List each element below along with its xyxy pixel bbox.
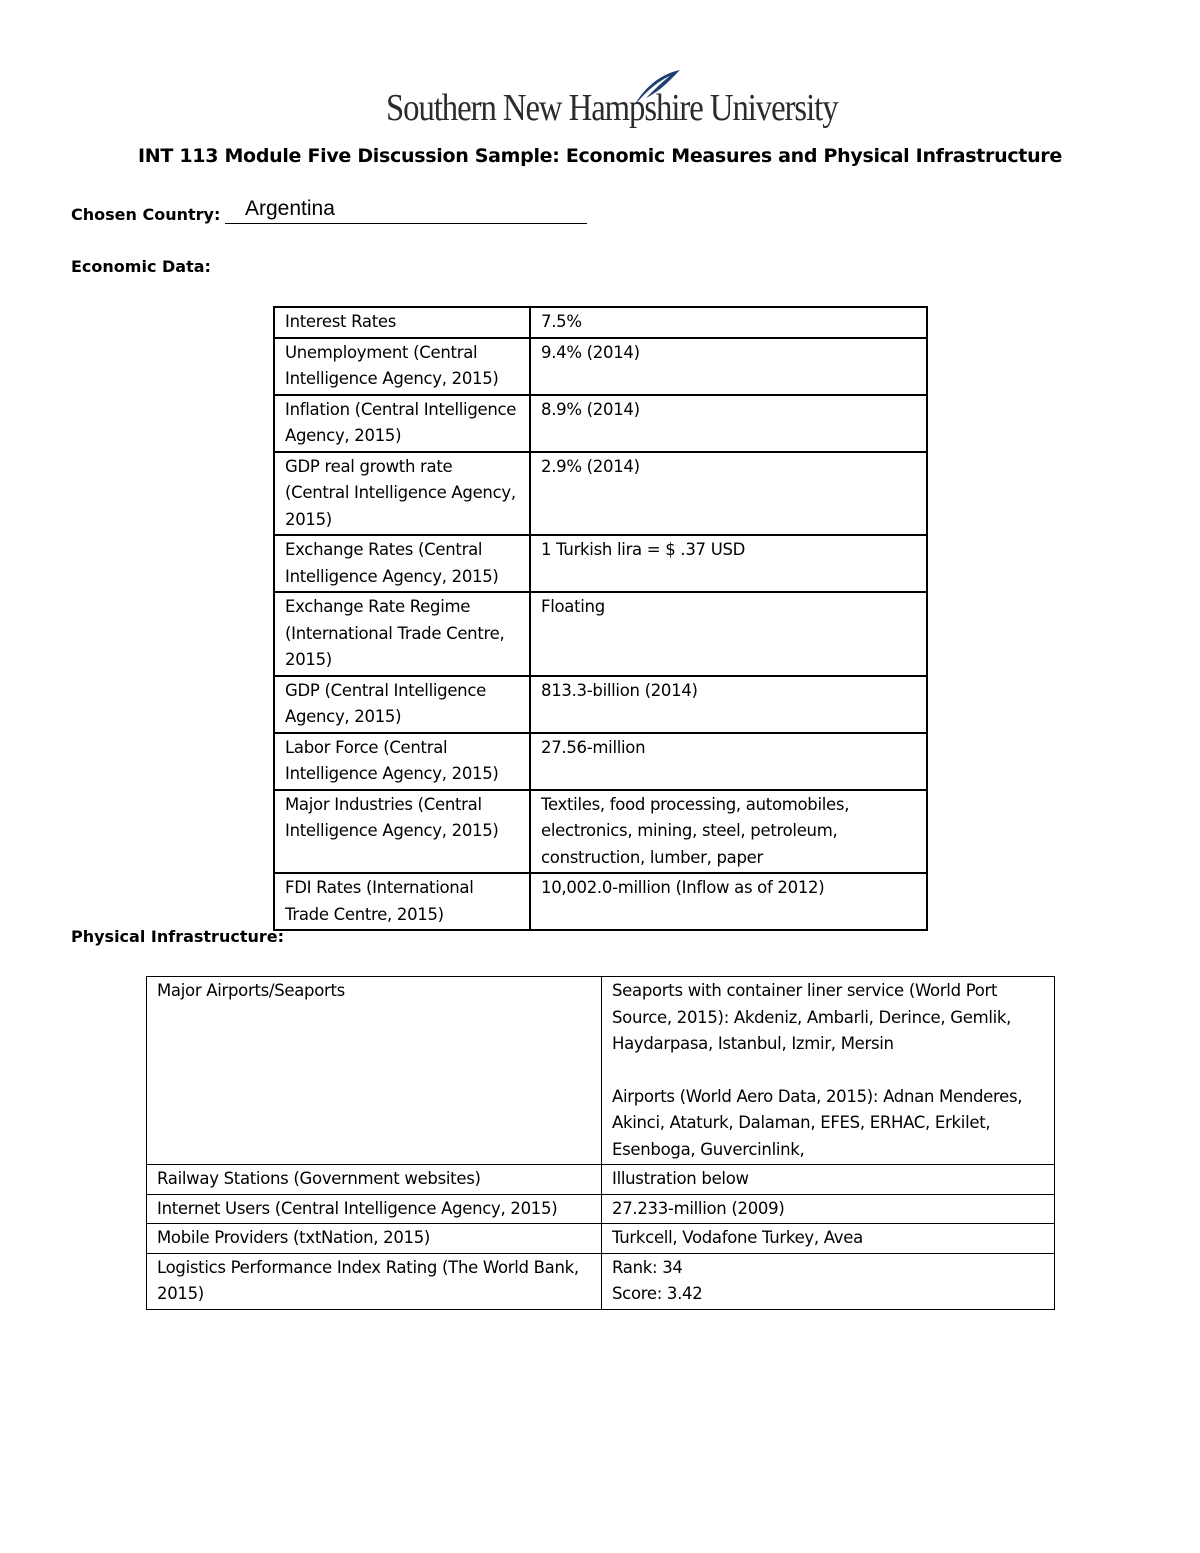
row-label: Railway Stations (Government websites) (147, 1165, 602, 1195)
chosen-country-value: Argentina (245, 197, 335, 220)
table-row (147, 1165, 1055, 1195)
row-value: 813.3-billion (2014) (530, 676, 927, 733)
table-row (147, 977, 1055, 1165)
chosen-country-label: Chosen Country: (71, 205, 221, 224)
table-row (274, 592, 927, 676)
row-label: Labor Force (Central Intelligence Agency, 2015) (274, 733, 530, 790)
row-value: 8.9% (2014) (530, 395, 927, 452)
row-label: Mobile Providers (txtNation, 2015) (147, 1224, 602, 1254)
row-label: Interest Rates (274, 307, 530, 338)
table-row (274, 733, 927, 790)
table-row (274, 395, 927, 452)
lpi-rank: Rank: 34 (612, 1257, 683, 1277)
table-row (147, 1253, 1055, 1309)
row-label: Inflation (Central Intelligence Agency, 2015) (274, 395, 530, 452)
airports-text: Airports (World Aero Data, 2015): Adnan Menderes, Akinci, Ataturk, Dalaman, EFES, ERHAC, Erkilet, Esenboga, Guvercinlink, (612, 1086, 1023, 1159)
row-label: GDP real growth rate (Central Intelligence Agency, 2015) (274, 452, 530, 536)
row-value: Floating (530, 592, 927, 676)
logo-text: Southern New Hampshire University (386, 87, 838, 129)
row-label: Internet Users (Central Intelligence Agency, 2015) (147, 1194, 602, 1224)
row-label: Logistics Performance Index Rating (The World Bank, 2015) (147, 1253, 602, 1309)
row-value: 2.9% (2014) (530, 452, 927, 536)
table-row (147, 1224, 1055, 1254)
row-label: GDP (Central Intelligence Agency, 2015) (274, 676, 530, 733)
row-value: Textiles, food processing, automobiles, electronics, mining, steel, petroleum, construction, lumber, paper (530, 790, 927, 874)
table-row (147, 1194, 1055, 1224)
table-row (274, 338, 927, 395)
row-value (602, 1253, 1055, 1309)
row-label: Exchange Rate Regime (International Trade Centre, 2015) (274, 592, 530, 676)
row-label: Unemployment (Central Intelligence Agency, 2015) (274, 338, 530, 395)
physical-infrastructure-heading: Physical Infrastructure: (71, 927, 284, 946)
row-value: Illustration below (602, 1165, 1055, 1195)
table-row (274, 535, 927, 592)
row-label: Major Industries (Central Intelligence Agency, 2015) (274, 790, 530, 874)
row-value: 27.233-million (2009) (602, 1194, 1055, 1224)
economic-data-table (273, 306, 928, 931)
row-label: Exchange Rates (Central Intelligence Agency, 2015) (274, 535, 530, 592)
row-value: 27.56-million (530, 733, 927, 790)
row-value: Turkcell, Vodafone Turkey, Avea (602, 1224, 1055, 1254)
table-row (274, 452, 927, 536)
row-label: Major Airports/Seaports (147, 977, 602, 1165)
seaports-text: Seaports with container liner service (World Port Source, 2015): Akdeniz, Ambarli, Derince, Gemlik, Haydarpasa, Istanbul, Izmir, Mersin (612, 981, 1012, 1053)
row-value (602, 977, 1055, 1165)
chosen-country-field[interactable] (225, 197, 587, 224)
table-row (274, 873, 927, 930)
row-label: FDI Rates (International Trade Centre, 2015) (274, 873, 530, 930)
table-row (274, 790, 927, 874)
row-value: 10,002.0-million (Inflow as of 2012) (530, 873, 927, 930)
row-value: 1 Turkish lira = $ .37 USD (530, 535, 927, 592)
document-title: INT 113 Module Five Discussion Sample: Economic Measures and Physical Infrastructure (138, 145, 1062, 167)
row-value: 9.4% (2014) (530, 338, 927, 395)
economic-data-heading: Economic Data: (71, 257, 211, 276)
table-row (274, 676, 927, 733)
university-logo (386, 68, 838, 138)
row-value: 7.5% (530, 307, 927, 338)
infrastructure-table (146, 976, 1055, 1310)
lpi-score: Score: 3.42 (612, 1284, 703, 1303)
table-row (274, 307, 927, 338)
